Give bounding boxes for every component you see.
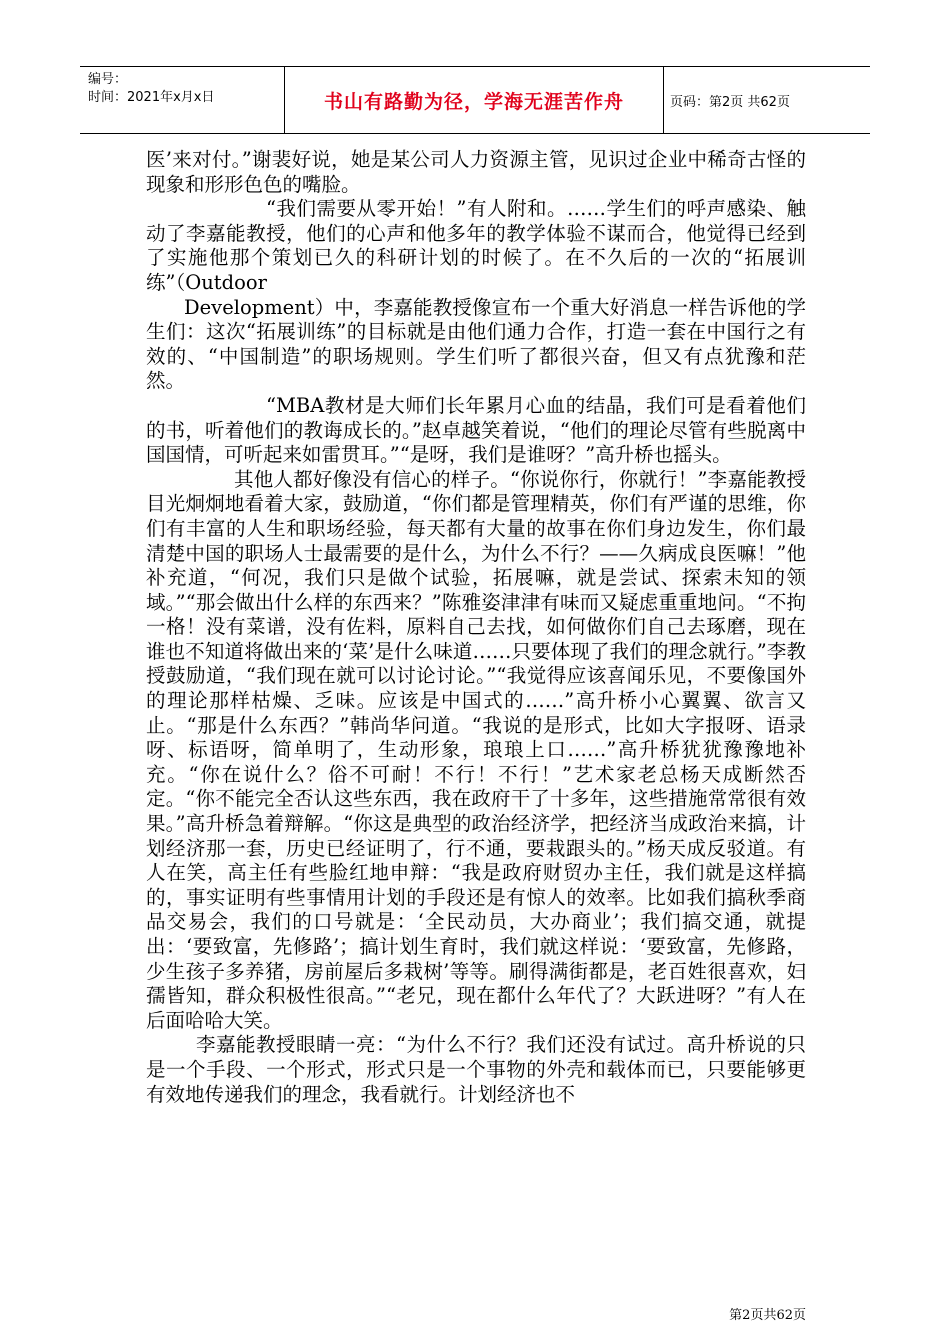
paragraph: Development）中，李嘉能教授像宣布一个重大好消息一样告诉他的学生们：这次“拓展训练”的目标就是由他们通力合作，打造一套在中国行之有效的、“中国制造”的职场规则。学生们听了都很兴奋，但又有点犹豫和茫然。 xyxy=(146,295,806,393)
page-header xyxy=(80,66,870,134)
header-page-number: 页码：第2页 共62页 xyxy=(670,94,790,110)
document-number-label: 编号： xyxy=(88,72,128,87)
header-page-cell xyxy=(664,67,870,133)
header-motto-cell xyxy=(284,67,664,133)
paragraph: 医’来对付。”谢裴好说，她是某公司人力资源主管，见识过企业中稀奇古怪的现象和形形色色的嘴脸。 xyxy=(146,148,806,196)
document-body xyxy=(146,148,806,1107)
paragraph: 其他人都好像没有信心的样子。“你说你行，你就行！”李嘉能教授目光炯炯地看着大家，鼓励道，“你们都是管理精英，你们有严谨的思维，你们有丰富的人生和职场经验，每天都有大量的故事在你们身边发生，你们最清楚中国的职场人士最需要的是什么，为什么不行？——久病成良医嘛！”他补充道，“何况，我们只是做个试验，拓展嘛，就是尝试、探索未知的领域。”“那会做出什么样的东西来？”陈雅姿津津有味而又疑虑重重地问。“不拘一格！没有菜谱，没有佐料，原料自己去找，如何做你们自己去琢磨，现在谁也不知道将做出来的‘菜’是什么味道……只要体现了我们的理念就行。”李教授鼓励道，“我们现在就可以讨论讨论。”“我觉得应该喜闻乐见，不要像国外的理论那样枯燥、乏味。应该是中国式的……”高升桥小心翼翼、欲言又止。“那是什么东西？”韩尚华问道。“我说的是形式，比如大字报呀、语录呀、标语呀，简单明了，生动形象，琅琅上口……”高升桥犹犹豫豫地补充。“你在说什么？俗不可耐！不行！不行！”艺术家老总杨天成断然否定。“你不能完全否认这些东西，我在政府干了十多年，这些措施常常很有效果。”高升桥急着辩解。“你这是典型的政治经济学，把经济当成政治来搞，计划经济那一套，历史已经证明了，行不通，要栽跟头的。”杨天成反驳道。有人在笑，高主任有些脸红地申辩：“我是政府财贸办主任，我们就是这样搞的，事实证明有些事情用计划的手段还是有惊人的效率。比如我们搞秋季商品交易会，我们的口号就是：‘全民动员，大办商业’；我们搞交通，就提出：‘要致富，先修路’；搞计划生育时，我们就这样说：‘要致富，先修路，少生孩子多养猪，房前屋后多栽树’等等。刷得满街都是，老百姓很喜欢，妇孺皆知，群众积极性很高。”“老兄，现在都什么年代了？大跃进呀？”有人在后面哈哈大笑。 xyxy=(146,467,806,1032)
header-motto: 书山有路勤为径，学海无涯苦作舟 xyxy=(323,90,624,113)
paragraph: “我们需要从零开始！”有人附和。……学生们的呼声感染、触动了李嘉能教授，他们的心声和他多年的教学体验不谋而合，他觉得已经到了实施他那个策划已久的科研计划的时候了。在不久后的一次的“拓展训练”（Outdoor xyxy=(146,197,806,294)
document-date-label: 时间：2021年x月x日 xyxy=(88,90,215,105)
page-footer: 第2页共62页 xyxy=(729,1308,806,1323)
paragraph: 李嘉能教授眼睛一亮：“为什么不行？我们还没有试过。高升桥说的只是一个手段、一个形式，形式只是一个事物的外壳和载体而已，只要能够更有效地传递我们的理念，我看就行。计划经济也不 xyxy=(146,1033,806,1106)
header-meta xyxy=(80,67,284,133)
paragraph: “MBA教材是大师们长年累月心血的结晶，我们可是看着他们的书，听着他们的教诲成长的。”赵卓越笑着说，“他们的理论尽管有些脱离中国国情，可听起来如雷贯耳。”“是呀，我们是谁呀？”高升桥也摇头。 xyxy=(146,393,806,467)
